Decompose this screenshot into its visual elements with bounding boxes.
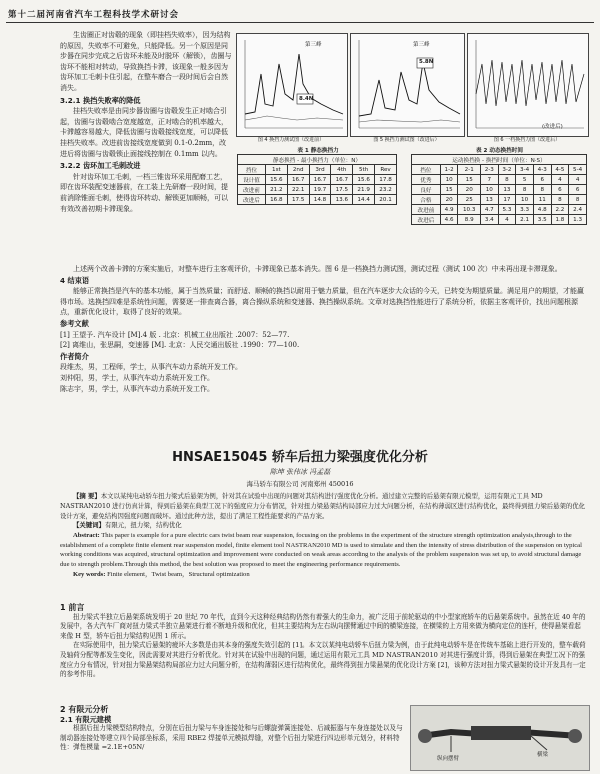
table-1-cell: 15.6 xyxy=(265,175,287,185)
keywords-cn-label: 【关键词】 xyxy=(73,521,105,530)
article-title: HNSAE15045 轿车后扭力梁强度优化分析 xyxy=(172,450,428,465)
table-1-cell: 20.1 xyxy=(375,195,397,205)
table-2-row xyxy=(412,195,587,205)
conclusion-intro: 上述两个改善卡滞的方案实施后，对整车进行主客观评价，卡滞现象已基本消失。图 6 是一档换挡力测试图，测试过程（测试 100 次）中未再出现卡滞现象。 xyxy=(73,265,562,273)
table-1-header-cell: 1st xyxy=(265,165,287,175)
table-2-cell: 1.3 xyxy=(569,215,587,225)
table-2-cell: 5.3 xyxy=(498,205,516,215)
table-1-caption: 静态换挡 - 最小换挡力（单位：N） xyxy=(238,155,397,165)
table-2-cell: 改进后 xyxy=(412,215,441,225)
table-1-title: 表 1 静态换挡力 xyxy=(297,148,339,154)
keywords-en-text: Finite element，Twist beam，Structural optimization xyxy=(107,570,250,578)
table-1-cell: 21.2 xyxy=(265,185,287,195)
figure-1-label-trailing-arm: 纵向摆臂 xyxy=(437,756,460,762)
table-2-cell: 4 xyxy=(551,175,569,185)
figure-1-label-cross-beam: 横梁 xyxy=(537,752,549,758)
table-2-cell: 10 xyxy=(480,185,498,195)
table-2-row xyxy=(412,185,587,195)
figure-5-caption: 图 5 换挡力测试图（改进后） xyxy=(373,137,440,143)
table-2-cell: 13 xyxy=(480,195,498,205)
intro-paragraph-1: 扭力梁式半独立后悬架系统发明于 20 世纪 70 年代，直到今天这种经典结构仍然有着强大的生命力，被广泛用于前轮驱动的中小型家庭轿车的后悬架系统中。虽然在近 40 年的发展中，各大汽车厂商对扭力梁式半独立悬架进行着不断地升级和优化，但其主要结构为左右纵向摆臂通过中间的横梁连接，在横梁的上方用来做为横向定位的连杆，使得悬架看起来像 H 型，轿车后扭力梁结构见图 1 所示。 xyxy=(60,612,586,640)
article-fea-section xyxy=(60,705,404,753)
table-2-header-cell: 2-3 xyxy=(480,165,498,175)
header-rule xyxy=(6,22,594,23)
keywords-en xyxy=(60,570,587,580)
article-authors: 陈坤 张伟冰 冯孟磊 xyxy=(269,468,331,476)
table-2-caption: 运动换挡换 - 换挡时间（单位：N·S） xyxy=(412,155,587,165)
figure-6-plot xyxy=(468,34,588,136)
table-1-static-shift-force xyxy=(237,154,397,205)
figure-1-twist-beam-photo xyxy=(410,705,590,771)
table-1-cell: 21.9 xyxy=(353,185,375,195)
abstract-en-text: This paper is example for a pure electric cars twist beam rear suspension, focusing on the problems in the experiment of the structure strength optimization analysis,through to the establishment of a complete finite element rear suspension model, finite element tool NASTRAN2010 MD is used to simulate and then the intensity of stress distribution of the suspension on typical working conditions was acquired, structural optimization and improvement were conducted on weak areas according to the analysis of the problem suspension was set up, to avoid structural damage due to strength problem.Through this method, the best solution was proposed to meet the engineering performance requirements. xyxy=(60,532,582,568)
section-2-heading: 2 有限元分析 xyxy=(60,705,109,714)
table-2-dynamic-shift-time xyxy=(411,154,587,225)
table-2-cell: 17 xyxy=(498,195,516,205)
table-1-cell: 改进前 xyxy=(238,185,266,195)
references-heading: 参考文献 xyxy=(60,318,89,328)
table-2-cell: 良好 xyxy=(412,185,441,195)
intro-heading: 1 前言 xyxy=(60,603,85,612)
section-3-2-2-text: 针对齿环加工毛刺，一档三锥齿环采用配磨工艺，即在齿环装配变速器前，在工装上先研磨一段时间，提前消除锥面毛刺，使得齿环转动、解锁更加顺畅，可以有效改善初期卡滞现象。 xyxy=(60,172,228,213)
table-1-header-cell: 4th xyxy=(331,165,353,175)
table-1-cell: 改进后 xyxy=(238,195,266,205)
figure-5-shift-force-after xyxy=(350,33,465,137)
table-2-cell: 10.3 xyxy=(458,205,481,215)
table-2-cell: 6 xyxy=(551,185,569,195)
table-1-cell: 23.2 xyxy=(375,185,397,195)
table-2-cell: 4.8 xyxy=(533,205,551,215)
table-2-row xyxy=(412,215,587,225)
figure-4-shift-force-before xyxy=(236,33,348,137)
table-2-cell: 4.6 xyxy=(440,215,458,225)
table-2-cell: 8 xyxy=(516,185,534,195)
table-2-cell: 改进前 xyxy=(412,205,441,215)
figure-6-state-label: (改进后) xyxy=(542,124,563,130)
table-2-cell: 优秀 xyxy=(412,175,441,185)
table-2-cell: 10 xyxy=(516,195,534,205)
section-3-2-2-heading: 3.2.2 齿环加工毛刺改进 xyxy=(60,161,141,171)
table-1-cell: 17.8 xyxy=(375,175,397,185)
table-2-cell: 8 xyxy=(498,175,516,185)
table-1-cell: 16.7 xyxy=(309,175,331,185)
figure-4-force-label: 8.4N xyxy=(299,96,314,102)
author-bio: 段维杰，男，工程师，学士，从事汽车动力系统开发工作。 xyxy=(60,363,242,372)
reference-item: [1] 王望予. 汽车设计 [M].4 版 . 北京：机械工业出版社 .2007：52—77. xyxy=(60,330,290,339)
table-2-cell: 15 xyxy=(458,175,481,185)
table-2-cell: 11 xyxy=(533,195,551,205)
table-1-header-cell: 2nd xyxy=(287,165,309,175)
keywords-en-label: Key words: xyxy=(73,570,106,578)
section-3-2-1-text: 挂档失败率是由同步器齿圈与齿毂发生正对啮合引起，齿圈与齿毂啮合宽度越宽，正对啮合的机率越大，卡滞越容易越大，降低齿圈与齿毂接线宽度，可以降低挂档失败率。改进前齿接线宽度做到 0.1-0.2mm，改进后将齿圈与齿毂锁止面接线控制在 0.1mm 以内。 xyxy=(60,107,228,158)
table-1-header-cell: 5th xyxy=(353,165,375,175)
figure-5-force-label: 5.8N xyxy=(419,59,434,65)
figure-6-first-gear-force xyxy=(467,33,589,137)
table-1-cell: 设计值 xyxy=(238,175,266,185)
table-1-row xyxy=(238,185,397,195)
table-2-cell: 15 xyxy=(440,185,458,195)
table-2-cell: 6 xyxy=(569,185,587,195)
table-1-row xyxy=(238,175,397,185)
reference-item: [2] 离维山，张思嗣，变速器 [M]. 北京：人民交通出版社 .1990：77—100. xyxy=(60,341,300,350)
abstract-cn-label: 【摘 要】 xyxy=(73,492,101,500)
table-2-title: 表 2 动态换挡时间 xyxy=(476,148,523,154)
figure-5-peak-label: 第三峰 xyxy=(413,42,430,48)
table-2-header-cell: 2-1 xyxy=(458,165,481,175)
abstract-cn xyxy=(60,492,587,521)
table-1-cell: 16.7 xyxy=(287,175,309,185)
table-1-cell: 17.5 xyxy=(287,195,309,205)
table-2-cell: 6 xyxy=(533,175,551,185)
table-1-cell: 16.8 xyxy=(265,195,287,205)
table-2-cell: 3.3 xyxy=(516,205,534,215)
article-affiliation: 海马轿车有限公司 河南郑州 450016 xyxy=(246,480,354,488)
running-header: 第十二届河南省汽车工程科技学术研讨会 xyxy=(8,10,180,20)
table-2-cell: 合格 xyxy=(412,195,441,205)
table-2-cell: 8 xyxy=(533,185,551,195)
table-2-header-row xyxy=(412,165,587,175)
table-2-header-cell: 5-4 xyxy=(569,165,587,175)
table-1-cell: 17.5 xyxy=(331,185,353,195)
abstract-en xyxy=(60,531,587,569)
table-2-cell: 20 xyxy=(440,195,458,205)
table-2-header-cell: 1-2 xyxy=(440,165,458,175)
table-2-cell: 8 xyxy=(551,195,569,205)
table-1-cell: 14.8 xyxy=(309,195,331,205)
table-2-cell: 10 xyxy=(440,175,458,185)
table-2-cell: 7 xyxy=(480,175,498,185)
table-2-cell: 13 xyxy=(498,185,516,195)
table-1-header-cell: 挡位 xyxy=(238,165,266,175)
table-2-cell: 8.9 xyxy=(458,215,481,225)
author-bio: 刘仲阳，男，学士，从事汽车动力系统开发工作。 xyxy=(60,373,214,382)
previous-article-tail xyxy=(60,264,587,394)
table-1-cell: 15.6 xyxy=(353,175,375,185)
table-2-cell: 3.5 xyxy=(533,215,551,225)
keywords-cn-text: 有限元，扭力梁，结构优化 xyxy=(104,521,182,530)
article-abstract-section xyxy=(60,492,587,579)
figure-6-caption: 图 6 一档换挡力图（改进后） xyxy=(493,137,561,143)
table-1-cell: 22.1 xyxy=(287,185,309,195)
table-1-cell: 19.7 xyxy=(309,185,331,195)
table-1-header-cell: Rev xyxy=(375,165,397,175)
table-2-header-cell: 3-2 xyxy=(498,165,516,175)
keywords-cn xyxy=(60,521,587,531)
section-2-1-text: 根据后扭力梁模型结构特点，分别在后扭力梁与车身连接处和与后螺旋弹簧连接处、后减振器与车身连接处以及与制动器连接处等建立四个局部坐标系，采用 RBE2 焊接单元模拟焊缝，对整个后扭力梁进行四边形单元划分，材料特性：弹性模量 =2.1E+05N/ xyxy=(60,724,403,752)
article-intro-section xyxy=(60,603,587,680)
table-1-header-row xyxy=(238,165,397,175)
intro-paragraph: 生齿圈正对齿毂的现象（即挂档失败率），因为结构的原因，失败率不可避免，只能降低。另一个原因是同步器在同步完成之后齿环未能及时脱环（解锁），齿圈与齿环不能相对转动，导致换挡卡滞，该现象一般多因为齿环加工毛刺卡住引起，在整车磨合一段时间后会自然消失。 xyxy=(60,31,232,92)
abstract-cn-text: 本文以某纯电动轿车扭力梁式后悬架为例，针对其在试验中出现的问题对其结构进行强度优化分析。通过建立完整的后悬架有限元模型，运用有限元工具 MD NASTRAN2010 进行仿真计算，得到后悬架在典型工况下的强度应力分布情况，针对扭力梁悬架结构局部应力过大问题分析，在结构薄弱区进行结构优化，最终得到扭力梁后悬架的优化设计方案，避免结构因强度问题而破坏。通过此种方法，提出了满足工程性能要求的产品方案。 xyxy=(60,492,586,520)
figure-4-caption: 图 4 换挡力测试图（改进前） xyxy=(257,137,325,143)
table-2-cell: 4 xyxy=(498,215,516,225)
table-2-cell: 2.4 xyxy=(569,205,587,215)
table-2-cell: 2.1 xyxy=(516,215,534,225)
table-2-cell: 4.9 xyxy=(440,205,458,215)
table-2-row xyxy=(412,175,587,185)
table-2-cell: 2.2 xyxy=(551,205,569,215)
figure-4-peak-label: 第三峰 xyxy=(305,42,322,48)
table-2-header-cell: 3-4 xyxy=(516,165,534,175)
section-4-heading: 4 结束语 xyxy=(60,275,90,285)
table-2-cell: 1.8 xyxy=(551,215,569,225)
table-2-header-cell: 挡位 xyxy=(412,165,441,175)
figure-4-plot xyxy=(237,34,347,136)
table-1-row xyxy=(238,195,397,205)
left-column xyxy=(60,30,232,214)
table-1-header-cell: 3rd xyxy=(309,165,331,175)
table-2-cell: 4 xyxy=(569,175,587,185)
table-1-cell: 13.6 xyxy=(331,195,353,205)
intro-paragraph-2: 在实际使用中，扭力梁式后悬架的疲坏大多数是由其本身的强度失效引起的 [1]。本文以某纯电动轿车后扭力梁为例，由于此纯电动轿车是在传统车基础上进行开发的，整车载荷及轴荷分配等都发生变化，因此需要对其进行分析优化。针对其在试验中出现的问题，通过运用有限元工具 MD NASTRAN2010 对其进行强度计算，得到后悬架在典型工况下的强度应力分布情况，针对扭力梁悬架结构局部应力过大问题分析，在结构薄弱区进行结构优化，最终得到扭力梁悬架的优化设计方案 [2]，该种方法对扭力梁式悬架的设计开发具有一定的参考作用。 xyxy=(60,641,586,679)
table-1-cell: 14.4 xyxy=(353,195,375,205)
table-2-cell: 20 xyxy=(458,185,481,195)
section-3-2-1-heading: 3.2.1 换挡失败率的降低 xyxy=(60,95,141,105)
section-4-text: 能够正常换挡是汽车的基本功能，属于当然质量；而舒适、顺畅的换挡以耐用于魅力质量，但在汽车逐步大众话的今天，已转变为期望质量。满足用户的期望，才能赢得市场。选换挡四难是系统性问题，需要逐一排查离合器，离合操纵系统和变速器、换挡操纵系统。文章对选换挡性能进行了系统分析，依据主客观评价，找出问题根源点，重新优化设计，取得了良好的效果。 xyxy=(60,287,584,317)
table-2-row xyxy=(412,205,587,215)
figure-5-plot xyxy=(351,34,464,136)
table-2-cell: 25 xyxy=(458,195,481,205)
table-2-cell: 3.4 xyxy=(480,215,498,225)
table-2-cell: 4.7 xyxy=(480,205,498,215)
author-bio-heading: 作者简介 xyxy=(60,351,89,361)
abstract-en-label: Abstract: xyxy=(73,532,100,540)
table-2-cell: 5 xyxy=(516,175,534,185)
section-2-1-heading: 2.1 有限元建模 xyxy=(60,714,112,724)
author-bio: 陈志宇，男，学士，从事汽车动力系统开发工作。 xyxy=(60,384,214,393)
table-2-header-cell: 4-3 xyxy=(533,165,551,175)
table-1-cell: 16.7 xyxy=(331,175,353,185)
table-2-header-cell: 4-5 xyxy=(551,165,569,175)
table-2-cell: 8 xyxy=(569,195,587,205)
